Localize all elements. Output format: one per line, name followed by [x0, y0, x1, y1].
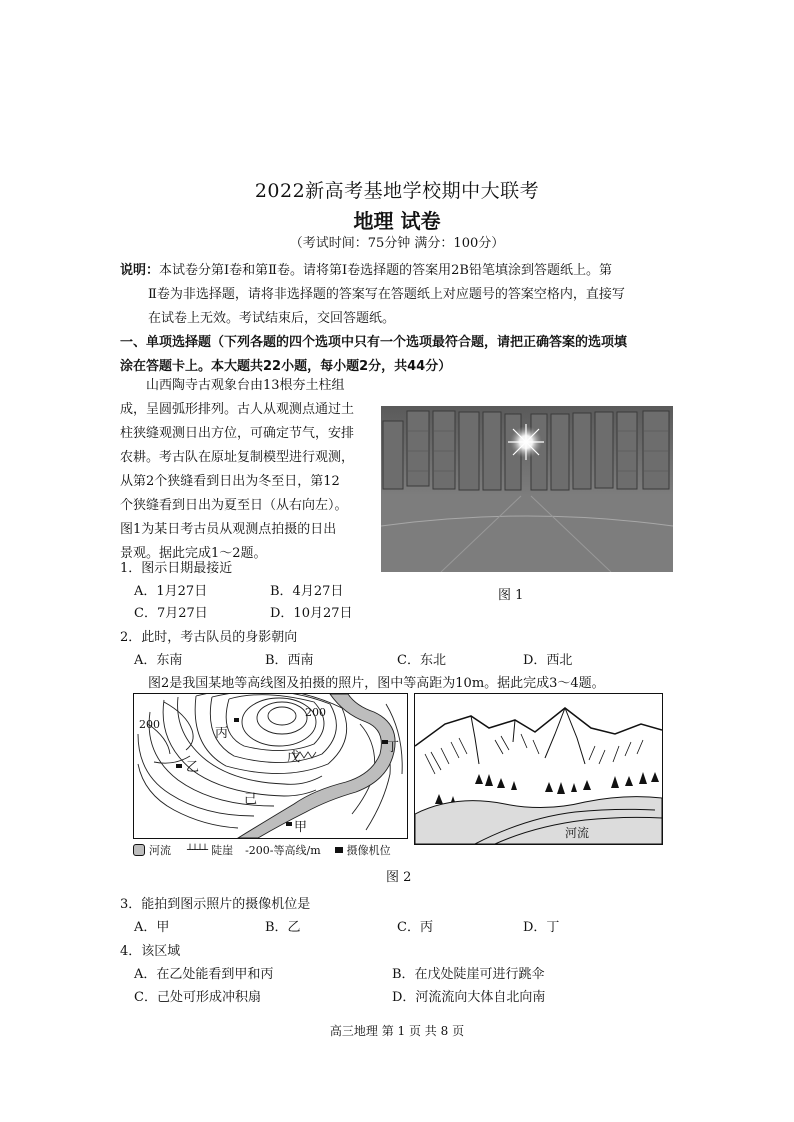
question-2-option-c[interactable]: C．东北 — [397, 653, 446, 668]
instructions-line3: 在试卷上无效。考试结束后，交回答题纸。 — [148, 311, 396, 326]
map-label-ding: 丁 — [386, 740, 400, 755]
passage-1-line: 成，呈圆弧形排列。古人从观测点通过土 — [120, 402, 355, 417]
passage-1 — [120, 374, 382, 566]
question-3-option-b[interactable]: B．乙 — [265, 920, 301, 935]
question-4-option-b[interactable]: B．在戊处陡崖可进行跳伞 — [392, 967, 545, 982]
contour-map — [133, 693, 408, 839]
camera-icon-bing — [234, 718, 239, 722]
question-2-stem: 2．此时，考古队员的身影朝向 — [120, 630, 298, 645]
exam-info: （考试时间：75分钟 满分：100分） — [289, 236, 505, 251]
map-label-ji: 己 — [244, 792, 258, 807]
cliff-legend-icon: ┴┴┴┴ — [187, 844, 208, 856]
question-1-option-a[interactable]: A．1月27日 — [134, 584, 208, 599]
question-2-option-b[interactable]: B．西南 — [265, 653, 314, 668]
contour-map-drawing — [134, 694, 407, 838]
figure-1-photo — [381, 406, 673, 572]
passage-1-line: 图1为某日考古员从观测点拍摄的日出 — [120, 522, 337, 537]
camera-icon-jia — [286, 822, 292, 826]
landscape-sketch — [414, 693, 663, 845]
question-3-option-c[interactable]: C．丙 — [397, 920, 433, 935]
section-heading — [120, 331, 680, 379]
question-1-stem: 1．图示日期最接近 — [120, 561, 233, 576]
question-2-option-a[interactable]: A．东南 — [134, 653, 183, 668]
map-label-jia: 甲 — [294, 820, 308, 835]
legend-camera: 摄像机位 — [346, 844, 391, 857]
map-label-yi: 乙 — [186, 760, 200, 775]
passage-1-line: 山西陶寺古观象台由13根夯土柱组 — [146, 378, 345, 393]
question-1-option-d[interactable]: D．10月27日 — [270, 606, 353, 621]
question-3-option-d[interactable]: D．丁 — [523, 920, 560, 935]
instructions-line1: 本试卷分第Ⅰ卷和第Ⅱ卷。请将第Ⅰ卷选择题的答案用2B铅笔填涂到答题纸上。第 — [159, 263, 612, 278]
passage-2: 图2是我国某地等高线图及拍摄的照片，图中等高距为10m。据此完成3～4题。 — [148, 676, 605, 691]
question-1-option-b[interactable]: B．4月27日 — [270, 584, 344, 599]
legend-contour: -200-等高线/m — [245, 844, 321, 857]
observatory-illustration — [381, 406, 673, 572]
legend-river: 河流 — [149, 844, 171, 857]
map-label-bing: 丙 — [215, 726, 229, 741]
instructions — [120, 259, 680, 331]
section-heading-line2: 涂在答题卡上。本大题共22小题，每小题2分，共44分） — [120, 359, 452, 374]
river-legend-icon — [133, 844, 145, 856]
landscape-drawing — [415, 694, 662, 844]
question-3-option-a[interactable]: A．甲 — [134, 920, 170, 935]
passage-1-line: 柱狭缝观测日出方位，可确定节气，安排 — [120, 426, 355, 441]
camera-icon-yi — [176, 764, 182, 768]
map-label-wu: 戊 — [287, 750, 301, 765]
question-4-stem: 4．该区域 — [120, 944, 181, 959]
instructions-label: 说明： — [120, 263, 160, 278]
photo-river-label: 河流 — [565, 826, 590, 840]
question-4-option-a[interactable]: A．在乙处能看到甲和丙 — [134, 967, 274, 982]
figure-2-caption: 图 2 — [386, 870, 412, 885]
passage-1-line: 景观。据此完成1～2题。 — [120, 546, 267, 561]
passage-1-line: 从第2个狭缝看到日出为冬至日，第12 — [120, 474, 340, 489]
instructions-line2: Ⅱ卷为非选择题，请将非选择题的答案写在答题纸上对应题号的答案空格内，直接写 — [148, 287, 625, 302]
page-footer: 高三地理 第 1 页 共 8 页 — [329, 1024, 465, 1038]
question-4-option-c[interactable]: C．己处可形成冲积扇 — [134, 990, 261, 1005]
question-4-option-d[interactable]: D．河流流向大体自北向南 — [392, 990, 546, 1005]
map-legend — [133, 842, 391, 858]
exam-title: 2022新高考基地学校期中大联考 — [254, 180, 540, 202]
camera-legend-icon — [335, 847, 343, 853]
contour-label-200-top: 200 — [305, 706, 326, 719]
passage-1-line: 个狭缝看到日出为夏至日（从右向左）。 — [120, 498, 348, 513]
passage-1-line: 农耕。考古队在原址复制模型进行观测， — [120, 450, 355, 465]
contour-label-200-left: 200 — [139, 718, 160, 731]
question-1-option-c[interactable]: C．7月27日 — [134, 606, 208, 621]
question-3-stem: 3．能拍到图示照片的摄像机位是 — [120, 897, 311, 912]
legend-cliff: 陡崖 — [211, 844, 234, 857]
question-2-option-d[interactable]: D．西北 — [523, 653, 573, 668]
section-heading-line1: 一、单项选择题（下列各题的四个选项中只有一个选项最符合题，请把正确答案的选项填 — [120, 335, 628, 350]
subject-title: 地理 试卷 — [353, 209, 441, 233]
figure-1-caption: 图 1 — [498, 588, 524, 603]
